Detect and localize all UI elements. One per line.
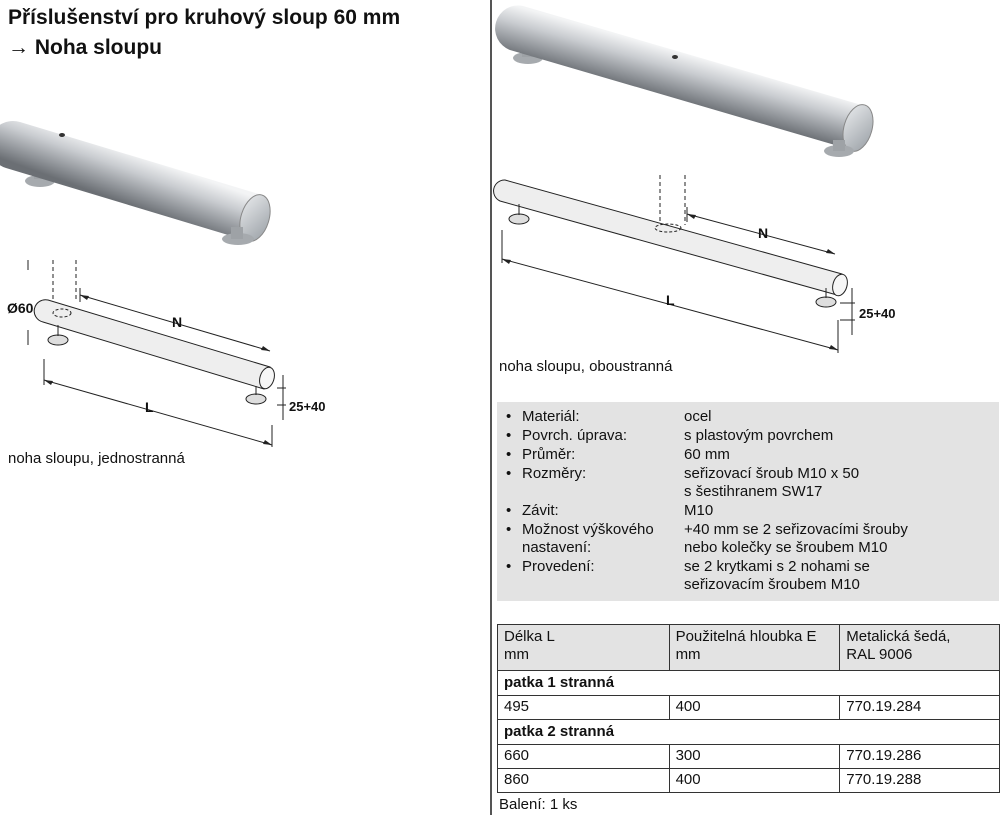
- spec-label: Závit:: [522, 502, 559, 519]
- column-divider: [490, 0, 492, 815]
- n-dimension: N: [172, 314, 183, 330]
- table-cell: 860: [498, 769, 670, 793]
- order-table: [497, 624, 1000, 793]
- table-cell: 400: [669, 769, 840, 793]
- bullet-icon: •: [506, 465, 512, 482]
- spec-value: se 2 krytkami s 2 nohami se: [684, 558, 870, 575]
- spec-value: seřizovacím šroubem M10: [684, 576, 860, 593]
- spec-label: Rozměry:: [522, 465, 587, 482]
- spec-value: s plastovým povrchem: [684, 427, 834, 444]
- diameter-dimension: Ø60: [7, 300, 34, 316]
- bullet-icon: •: [506, 558, 512, 575]
- bullet-icon: •: [506, 427, 512, 444]
- group-label: patka 2 stranná: [498, 720, 1000, 745]
- column-header: Délka L mm: [498, 625, 670, 671]
- page-title: Příslušenství pro kruhový sloup 60 mm: [8, 6, 401, 29]
- table-cell: 770.19.286: [840, 745, 1000, 769]
- table-row: [498, 696, 1000, 720]
- bullet-icon: •: [506, 521, 512, 538]
- table-group-row: [498, 671, 1000, 696]
- left-caption: noha sloupu, jednostranná: [8, 450, 185, 467]
- table-row: [498, 769, 1000, 793]
- table-row: [498, 745, 1000, 769]
- spec-label: Povrch. úprava:: [522, 427, 628, 444]
- height-dimension: 25+40: [289, 399, 326, 414]
- table-cell: 400: [669, 696, 840, 720]
- table-header-row: [498, 625, 1000, 671]
- right-caption: noha sloupu, oboustranná: [499, 358, 673, 375]
- table-cell: 770.19.288: [840, 769, 1000, 793]
- two-sided-leg-image: [495, 0, 880, 165]
- table-cell: 300: [669, 745, 840, 769]
- spec-value: nebo kolečky se šroubem M10: [684, 539, 888, 556]
- table-cell: 495: [498, 696, 670, 720]
- page-subtitle: → Noha sloupu: [8, 36, 162, 59]
- group-label: patka 1 stranná: [498, 671, 1000, 696]
- spec-label: Provedení:: [522, 558, 595, 575]
- column-header: Metalická šedá, RAL 9006: [840, 625, 1000, 671]
- spec-label: Možnost výškového: [522, 521, 654, 538]
- l-dimension: L: [145, 399, 154, 415]
- column-header: Použitelná hloubka E mm: [669, 625, 840, 671]
- table-cell: 770.19.284: [840, 696, 1000, 720]
- spec-value: M10: [684, 502, 714, 519]
- bullet-icon: •: [506, 408, 512, 425]
- spec-value: ocel: [684, 408, 712, 425]
- spec-value: seřizovací šroub M10 x 50: [684, 465, 860, 482]
- bullet-icon: •: [506, 502, 512, 519]
- spec-label: Průměr:: [522, 446, 576, 463]
- packaging-note: Balení: 1 ks: [499, 796, 578, 813]
- spec-list: [497, 402, 999, 601]
- one-sided-leg-drawing: [0, 255, 326, 450]
- n-dimension: N: [758, 225, 769, 241]
- spec-value: 60 mm: [684, 446, 730, 463]
- table-group-row: [498, 720, 1000, 745]
- two-sided-leg-drawing: [495, 170, 915, 360]
- spec-value: +40 mm se 2 seřizovacími šrouby: [684, 521, 908, 538]
- spec-label: nastavení:: [522, 539, 592, 556]
- table-cell: 660: [498, 745, 670, 769]
- spec-value: s šestihranem SW17: [684, 483, 823, 500]
- bullet-icon: •: [506, 446, 512, 463]
- spec-label: Materiál:: [522, 408, 580, 425]
- height-dimension: 25+40: [859, 306, 896, 321]
- one-sided-leg-image: [0, 105, 280, 260]
- l-dimension: L: [666, 292, 675, 308]
